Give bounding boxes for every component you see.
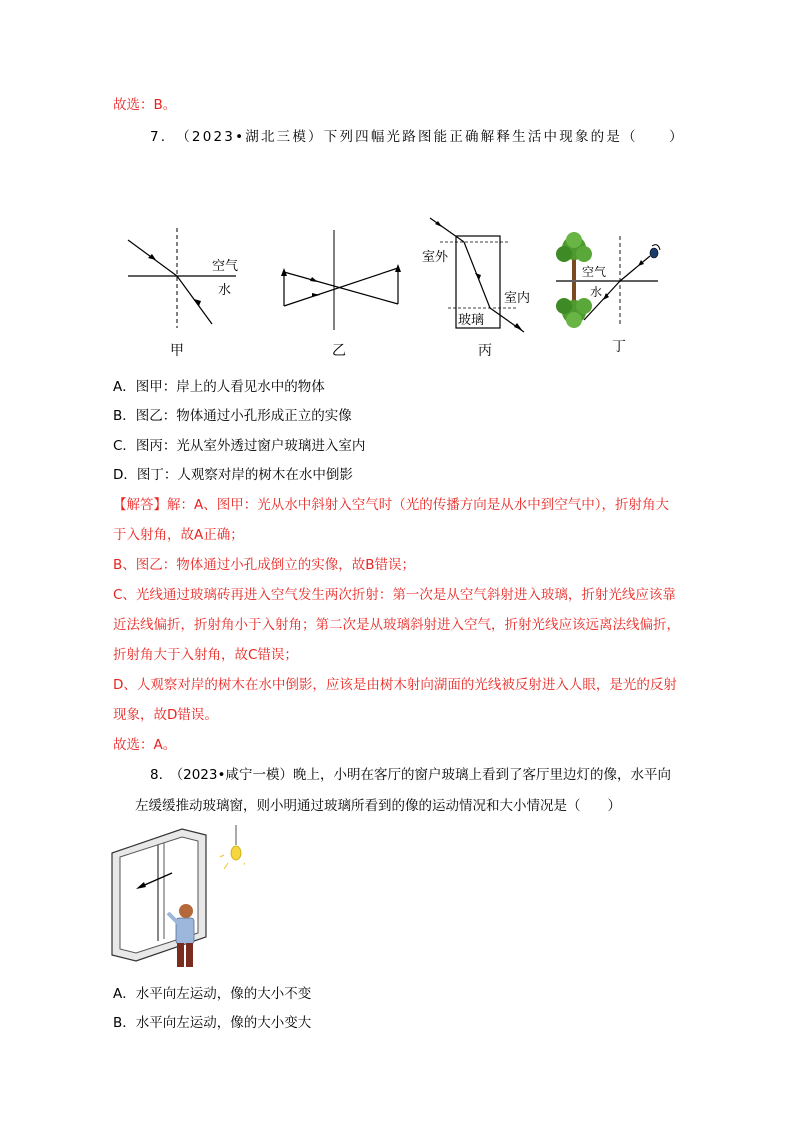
figure-jia-caption: 甲 xyxy=(170,343,184,359)
question-8-stem-line-1: 8. （2023•咸宁一模）晚上，小明在客厅的窗户玻璃上看到了客厅里边灯的像，水平向 xyxy=(150,767,671,783)
q7-analysis-line-2: 于入射角，故A正确； xyxy=(113,527,244,543)
q7-analysis-line-7: D、人观察对岸的树木在水中倒影，应该是由树木射向湖面的光线被反射进入人眼，是光的反射 xyxy=(113,677,677,693)
figure-jia-air-label: 空气 xyxy=(212,259,239,274)
q7-answer: 故选：A。 xyxy=(113,737,177,753)
figure-jia-water-label: 水 xyxy=(218,283,232,298)
figure-yi xyxy=(274,230,414,330)
previous-answer: 故选：B。 xyxy=(113,97,177,113)
q7-analysis-line-6: 折射角大于入射角，故C错误； xyxy=(113,647,298,663)
figure-yi-caption: 乙 xyxy=(332,343,346,359)
q8-option-a: A．水平向左运动，像的大小不变 xyxy=(113,986,312,1002)
q7-option-a: A．图甲：岸上的人看见水中的物体 xyxy=(113,379,325,395)
figure-ding-caption: 丁 xyxy=(612,339,626,355)
analysis-tag: 【解答】 xyxy=(113,497,167,513)
q7-option-c: C．图丙：光从室外透过窗户玻璃进入室内 xyxy=(113,438,366,454)
tree-reflection-icon xyxy=(556,282,592,328)
question-8-stem-line-2: 左缓缓推动玻璃窗，则小明通过玻璃所看到的像的运动情况和大小情况是（ ） xyxy=(135,798,621,814)
q7-analysis-line-1 xyxy=(113,496,669,514)
eye-icon xyxy=(650,245,660,258)
q7-analysis-line-3: B、图乙：物体通过小孔成倒立的实像，故B错误； xyxy=(113,557,416,573)
figure-q8-window xyxy=(110,825,245,975)
q8-option-b: B．水平向左运动，像的大小变大 xyxy=(113,1015,312,1031)
figure-ding-air-label: 空气 xyxy=(582,265,607,279)
figure-ding-water-label: 水 xyxy=(590,285,603,299)
q7-option-d: D．图丁：人观察对岸的树木在水中倒影 xyxy=(113,467,353,483)
figure-bing-outside-label: 室外 xyxy=(422,250,449,265)
lamp-icon xyxy=(220,825,245,869)
analysis-text: 解：A、图甲：光从水中斜射入空气时（光的传播方向是从水中到空气中），折射角大 xyxy=(167,497,669,513)
figure-bing-caption: 丙 xyxy=(478,343,492,359)
q7-analysis-line-4: C、光线通过玻璃砖再进入空气发生两次折射：第一次是从空气斜射进入玻璃，折射光线应该靠 xyxy=(113,587,676,603)
figure-bing-inside-label: 室内 xyxy=(504,291,531,306)
q7-option-b: B．图乙：物体通过小孔形成正立的实像 xyxy=(113,408,352,424)
figure-bing-glass-label: 玻璃 xyxy=(458,313,485,328)
q7-analysis-line-8: 现象，故D错误。 xyxy=(113,707,218,723)
q7-analysis-line-5: 近法线偏折，折射角小于入射角；第二次是从玻璃斜射进入空气，折射光线应该远离法线偏折， xyxy=(113,617,680,633)
question-7-stem: 7. （2023•湖北三模）下列四幅光路图能正确解释生活中现象的是（ ） xyxy=(150,129,685,145)
figure-bing xyxy=(418,216,536,336)
figure-ding xyxy=(554,232,674,332)
figure-jia xyxy=(120,228,250,328)
